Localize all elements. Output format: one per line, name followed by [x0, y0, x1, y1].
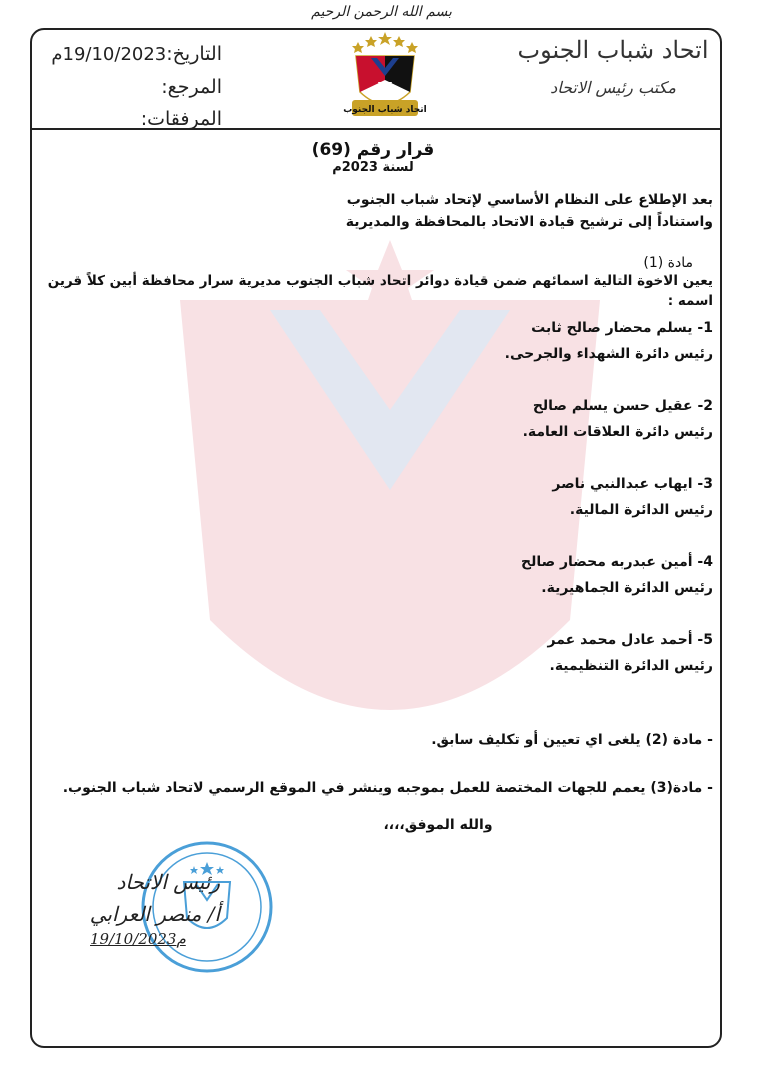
date-label: التاريخ: — [166, 43, 222, 65]
org-header — [513, 36, 713, 97]
union-logo — [338, 30, 432, 124]
member-item — [33, 549, 713, 601]
signature-date: 19/10/2023م — [90, 930, 186, 948]
signature-name: أ/ منصر العرابي — [89, 902, 220, 926]
preamble-line-2: واستناداً إلى ترشيح قيادة الاتحاد بالمحافظة والمديرية — [345, 214, 713, 230]
office-name: مكتب رئيس الاتحاد — [550, 78, 676, 97]
decision-body — [33, 140, 713, 833]
member-role: رئيس دائرة العلاقات العامة. — [522, 424, 713, 440]
preamble-line-1: بعد الإطلاع على النظام الأساسي لإتحاد شباب الجنوب — [346, 192, 713, 208]
member-name: 2- عقيل حسن يسلم صالح — [532, 398, 713, 414]
org-name: اتحاد شباب الجنوب — [517, 36, 709, 64]
member-name: 1- يسلم محضار صالح ثابت — [531, 320, 713, 336]
preamble — [33, 189, 713, 233]
member-name: 4- أمين عبدربه محضار صالح — [520, 554, 713, 570]
article-3: - مادة(3) يعمم للجهات المختصة للعمل بموجبه وينشر في الموقع الرسمي لاتحاد شباب الجنوب. — [62, 780, 713, 796]
member-role: رئيس الدائرة التنظيمية. — [549, 658, 713, 674]
reference-block — [32, 38, 222, 135]
closing-phrase: والله الموفق،،،، — [383, 817, 493, 833]
member-role: رئيس دائرة الشهداء والجرحى. — [504, 346, 713, 362]
ref-label: المرجع: — [161, 76, 222, 98]
member-name: 5- أحمد عادل محمد عمر — [547, 632, 713, 648]
member-item — [33, 393, 713, 445]
logo-text: اتحاد شباب الجنوب — [343, 105, 427, 115]
member-item — [33, 315, 713, 367]
member-role: رئيس الدائرة المالية. — [569, 502, 713, 518]
signature-title: رئيس الاتحاد — [116, 870, 220, 894]
attachments-label: المرفقات: — [140, 108, 222, 130]
decision-year: لسنة 2023م — [332, 160, 414, 175]
member-role: رئيس الدائرة الجماهيرية. — [541, 580, 713, 596]
article-1-label: مادة (1) — [643, 255, 693, 271]
member-item — [33, 471, 713, 523]
basmala: بسم الله الرحمن الرحيم — [311, 4, 452, 20]
date-line — [32, 38, 222, 71]
member-name: 3- ايهاب عبدالنبي ناصر — [552, 476, 713, 492]
article-2: - مادة (2) يلغى اي تعيين أو تكليف سابق. — [431, 732, 713, 748]
article-1-text: يعين الاخوة التالية اسمائهم ضمن قيادة دوائر اتحاد شباب الجنوب مديرية سرار محافظة أبين كلاً قرين اسمه : — [47, 273, 713, 309]
date-value: 19/10/2023م — [51, 44, 167, 65]
decision-title: قرار رقم (69) — [311, 140, 435, 160]
signature-block — [40, 870, 220, 948]
member-item — [33, 627, 713, 679]
